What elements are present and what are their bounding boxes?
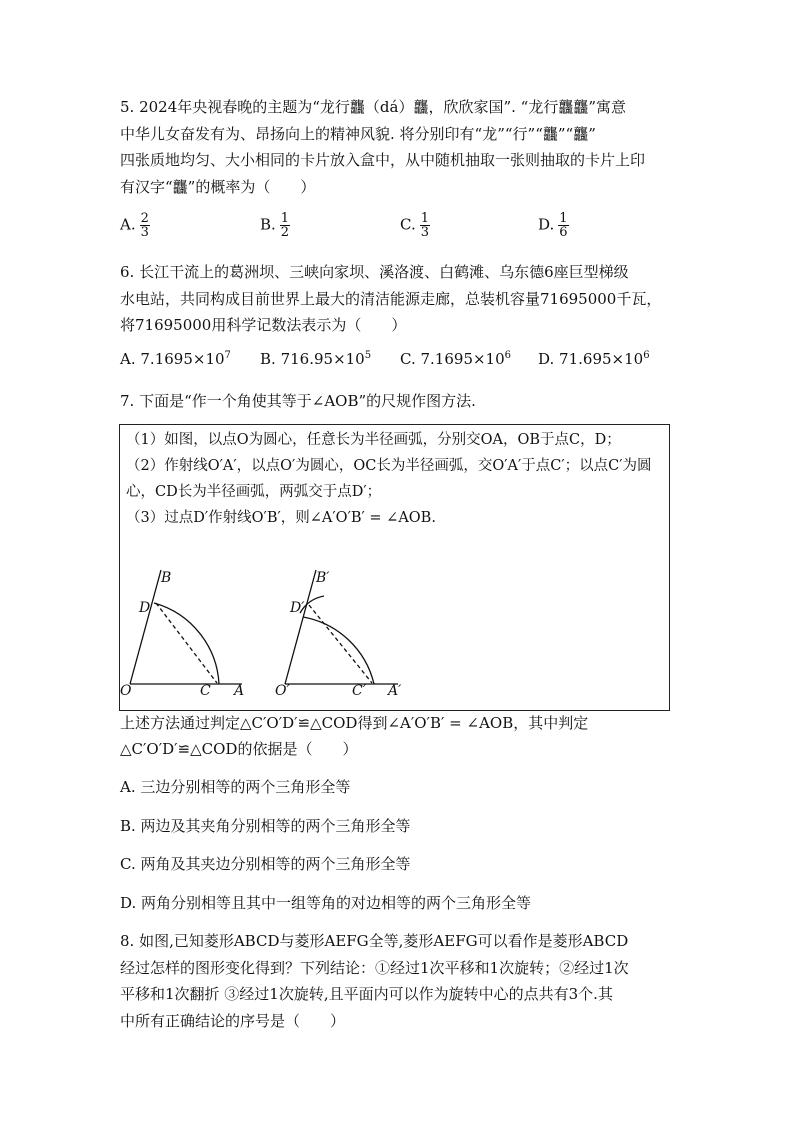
segment-cd-dashed	[156, 603, 217, 683]
q6-line-1: 6. 长江干流上的葛洲坝、三峡向家坝、溪洛渡、白鹤滩、乌东德6座巨型梯级	[120, 263, 629, 281]
label-b: B	[161, 570, 172, 586]
fraction: $\frac{1}{6}$	[559, 211, 568, 240]
label-d: D	[139, 600, 151, 616]
question-7-followup	[120, 710, 700, 762]
label-a-prime: A′	[388, 683, 402, 699]
q7-choice-c[interactable]: C. 两角及其夹边分别相等的两个三角形全等	[120, 855, 411, 873]
q7-after-line-1: 上述方法通过判定△C′O′D′≌△COD得到∠A′O′B′ = ∠AOB，其中判定	[120, 714, 589, 732]
step-3-text: （3）过点D′作射线O′B′，则∠A′O′B′ = ∠AOB.	[126, 510, 436, 526]
label-b-prime: B′	[316, 570, 330, 586]
q6-option-c[interactable]: C. $7.1695\times 10^6$	[400, 350, 512, 368]
q6-line-3: 将71695000用科学记数法表示为（ ）	[120, 316, 407, 334]
label-o: O	[120, 683, 132, 699]
q8-line-2: 经过怎样的图形变化得到？下列结论：①经过1次平移和1次旋转；②经过1次	[120, 958, 629, 977]
q7-choice-a[interactable]: A. 三边分别相等的两个三角形全等	[120, 778, 351, 796]
q6-line-2: 水电站，共同构成目前世界上最大的清洁能源走廊，总装机容量71695000千瓦，	[120, 289, 662, 308]
question-7-stem: 7. 下面是“作一个角使其等于∠AOB”的尺规作图方法.	[120, 392, 476, 410]
construction-figure	[120, 425, 669, 710]
left-angle-figure	[130, 570, 242, 684]
ray-ob	[130, 570, 161, 684]
q7-choice-b[interactable]: B. 两边及其夹角分别相等的两个三角形全等	[120, 817, 411, 835]
label-a: A	[234, 683, 245, 699]
arc-c-prime	[303, 617, 374, 684]
label-c: C	[200, 683, 211, 699]
question-8-stem	[120, 928, 700, 1034]
q8-line-4: 中所有正确结论的序号是（ ）	[120, 1011, 346, 1030]
q6-option-b[interactable]: B. $716.95\times 10^5$	[260, 350, 372, 368]
fraction: $\frac{1}{3}$	[420, 211, 429, 240]
step-2-text: （2）作射线O′A′，以点O′为圆心，OC长为半径画弧，交O′A′于点C′；以点C′为圆	[126, 458, 652, 474]
q8-line-3: 平移和1次翻折 ③经过1次旋转,且平面内可以作为旋转中心的点共有3个.其	[120, 985, 613, 1003]
right-angle-figure	[285, 570, 398, 684]
question-6-options	[120, 350, 700, 380]
q5-option-c[interactable]: C. $\frac{1}{3}$	[400, 211, 429, 240]
q5-option-b[interactable]: B. $\frac{1}{2}$	[260, 211, 290, 240]
question-6-stem	[120, 259, 700, 339]
q5-option-a[interactable]: A. $\frac{2}{3}$	[120, 211, 149, 240]
q5-line-4: 有汉字“龘”的概率为（ ）	[120, 177, 316, 196]
q7-after-line-2: △C′O′D′≌△COD的依据是（ ）	[120, 740, 358, 758]
segment-c-prime-d-prime-dashed	[309, 605, 372, 683]
label-o-prime: O′	[275, 683, 290, 699]
construction-method-box	[119, 424, 670, 711]
q6-option-a[interactable]: A. $7.1695\times 10^7$	[120, 350, 231, 368]
label-d-prime: D′	[290, 600, 305, 616]
q5-line-2: 中华儿女奋发有为、昂扬向上的精神风貌. 将分别印有“龙”“行”“龘”“龘”	[120, 124, 596, 143]
step-2-continued-text: 心，CD长为半径画弧，两弧交于点D′；	[126, 484, 382, 500]
step-1-text: （1）如图，以点O为圆心，任意长为半径画弧，分别交OA，OB于点C，D；	[126, 432, 621, 448]
question-5-stem	[120, 94, 700, 200]
q6-option-d[interactable]: D. $71.695\times 10^6$	[538, 350, 650, 368]
question-5-options	[120, 212, 700, 242]
fraction: $\frac{1}{2}$	[280, 211, 290, 240]
q8-line-1: 8. 如图,已知菱形ABCD与菱形AEFG全等,菱形AEFG可以看作是菱形ABCD	[120, 932, 629, 950]
label-c-prime: C′	[352, 683, 366, 699]
fraction: $\frac{2}{3}$	[140, 211, 149, 240]
q5-line-3: 四张质地均匀、大小相同的卡片放入盒中，从中随机抽取一张则抽取的卡片上印	[120, 151, 646, 169]
q7-choice-d[interactable]: D. 两角分别相等且其中一组等角的对边相等的两个三角形全等	[120, 894, 532, 912]
q5-option-d[interactable]: D. $\frac{1}{6}$	[538, 211, 568, 240]
q5-line-1: 5. 2024年央视春晚的主题为“龙行龘（dá）龘，欣欣家国”. “龙行龘龘”寓意	[120, 98, 627, 116]
ray-o-prime-b-prime	[285, 570, 316, 684]
